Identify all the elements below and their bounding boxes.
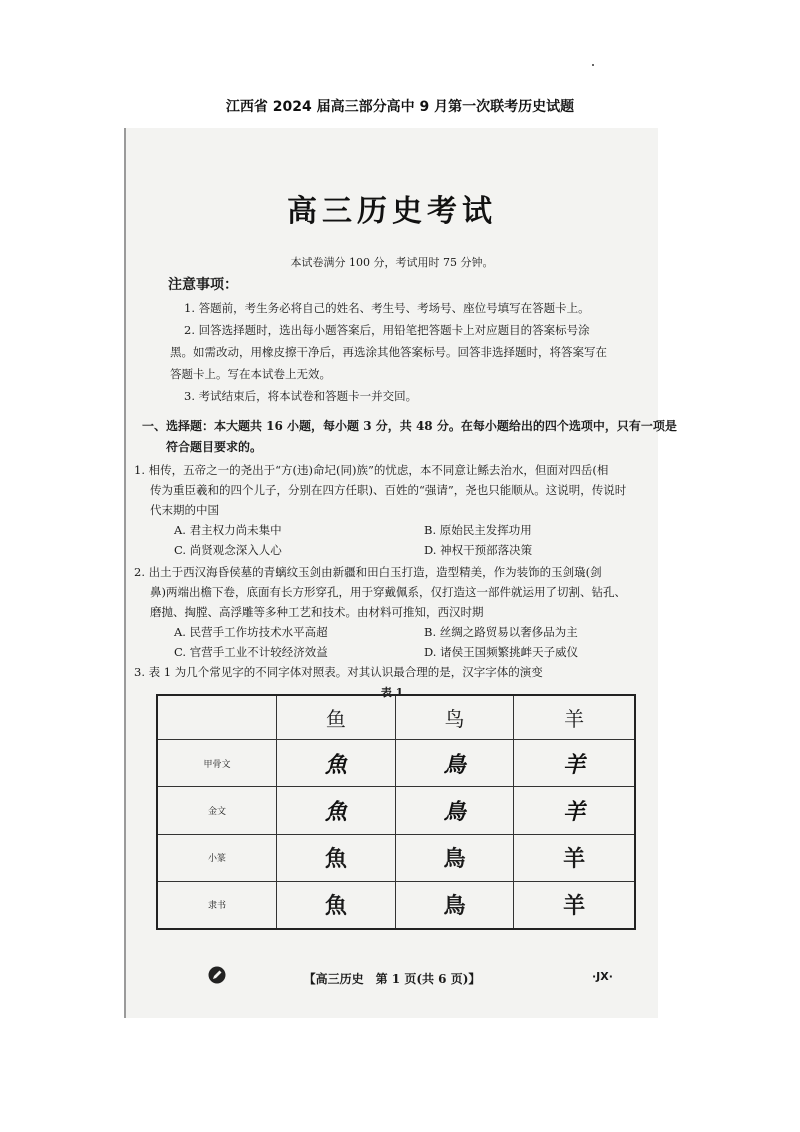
- question-1-line: 1. 相传，五帝之一的尧出于“方(违)命圮(同)族”的忧虑，本不同意让鲧去治水，但面对四岳(相: [134, 463, 609, 477]
- document-title: 江西省 2024 届高三部分高中 9 月第一次联考历史试题: [225, 99, 575, 115]
- question-2-line: 2. 出土于西汉海昏侯墓的青螭纹玉剑由新疆和田白玉打造，造型精美，作为装饰的玉剑璏(剑: [134, 565, 602, 579]
- script-comparison-table: [156, 694, 636, 930]
- glyph-cell: 羊: [514, 740, 635, 787]
- question-1-line: 代末期的中国: [150, 503, 219, 517]
- section-heading: [142, 416, 677, 458]
- note-line: 3. 考试结束后，将本试卷和答题卡一并交回。: [184, 389, 418, 403]
- paper-title: 高三历史考试: [287, 194, 497, 229]
- glyph-cell: 魚: [277, 834, 396, 881]
- table-row: [157, 834, 635, 881]
- glyph-cell: 羊: [514, 787, 635, 834]
- glyph-cell: 羊: [514, 834, 635, 881]
- note-line: 黑。如需改动，用橡皮擦干净后，再选涂其他答案标号。回答非选择题时，将答案写在: [170, 345, 607, 359]
- section-heading-line: 符合题目要求的。: [166, 440, 263, 454]
- question-1-option-b: B. 原始民主发挥功用: [424, 523, 532, 537]
- table-header-row: [157, 695, 635, 740]
- table-row: [157, 787, 635, 834]
- question-2-line: 磨抛、掏膛、高浮雕等多种工艺和技术。由材料可推知，西汉时期: [150, 605, 484, 619]
- question-2-line: 鼻)两端出檐下卷，底面有长方形穿孔，用于穿戴佩系，仅打造这一部件就运用了切割、钻孔、: [150, 585, 626, 599]
- question-1-option-c: C. 尚贤观念深入人心: [174, 543, 282, 557]
- page-footer: 【高三历史 第 1 页(共 6 页)】: [303, 972, 481, 986]
- question-2-option-d: D. 诸侯王国频繁挑衅天子威仪: [424, 645, 579, 659]
- section-heading-line: 一、选择题：本大题共 16 小题，每小题 3 分，共 48 分。在每小题给出的四个选项中，只有一项是: [142, 419, 677, 433]
- glyph-cell: 魚: [277, 740, 396, 787]
- glyph-cell: 鳥: [395, 740, 514, 787]
- question-3-line: 3. 表 1 为几个常见字的不同字体对照表。对其认识最合理的是，汉字字体的演变: [134, 665, 543, 679]
- note-line: 1. 答题前，考生务必将自己的姓名、考生号、考场号、座位号填写在答题卡上。: [184, 301, 590, 315]
- row-label-bronze: 金文: [157, 787, 277, 834]
- question-1-line: 传为重臣羲和的四个儿子，分别在四方任职)、百姓的“强请”，尧也只能顺从。这说明，传说时: [150, 483, 627, 497]
- question-1-option-a: A. 君主权力尚未集中: [174, 523, 282, 537]
- row-label-small-seal: 小篆: [157, 834, 277, 881]
- footer-code: ·JX·: [592, 970, 613, 983]
- question-2-option-a: A. 民营手工作坊技术水平高超: [174, 625, 328, 639]
- note-line: 2. 回答选择题时，选出每小题答案后，用铅笔把答题卡上对应题目的答案标号涂: [184, 323, 590, 337]
- table-row: [157, 740, 635, 787]
- table-corner-cell: [157, 695, 277, 740]
- question-2-option-c: C. 官营手工业不计较经济效益: [174, 645, 328, 659]
- scan-speck: [592, 64, 594, 66]
- glyph-cell: 羊: [514, 881, 635, 929]
- glyph-cell: 魚: [277, 787, 396, 834]
- question-2-option-b: B. 丝绸之路贸易以奢侈品为主: [424, 625, 578, 639]
- glyph-cell: 魚: [277, 881, 396, 929]
- glyph-cell: 鳥: [395, 834, 514, 881]
- table-row: [157, 881, 635, 929]
- exam-intro: 本试卷满分 100 分，考试用时 75 分钟。: [290, 256, 494, 269]
- question-1-option-d: D. 神权干预部落决策: [424, 543, 533, 557]
- note-line: 答题卡上。写在本试卷上无效。: [170, 367, 331, 381]
- glyph-cell: 鳥: [395, 881, 514, 929]
- table-header-cell: 羊: [514, 695, 635, 740]
- notes-heading: 注意事项：: [168, 277, 238, 293]
- row-label-oracle-bone: 甲骨文: [157, 740, 277, 787]
- table-header-cell: 鱼: [277, 695, 396, 740]
- exam-sheet: [124, 128, 677, 1018]
- row-label-clerical: 隶书: [157, 881, 277, 929]
- table-caption: 表 1: [380, 686, 404, 699]
- glyph-cell: 鳥: [395, 787, 514, 834]
- table-header-cell: 鸟: [395, 695, 514, 740]
